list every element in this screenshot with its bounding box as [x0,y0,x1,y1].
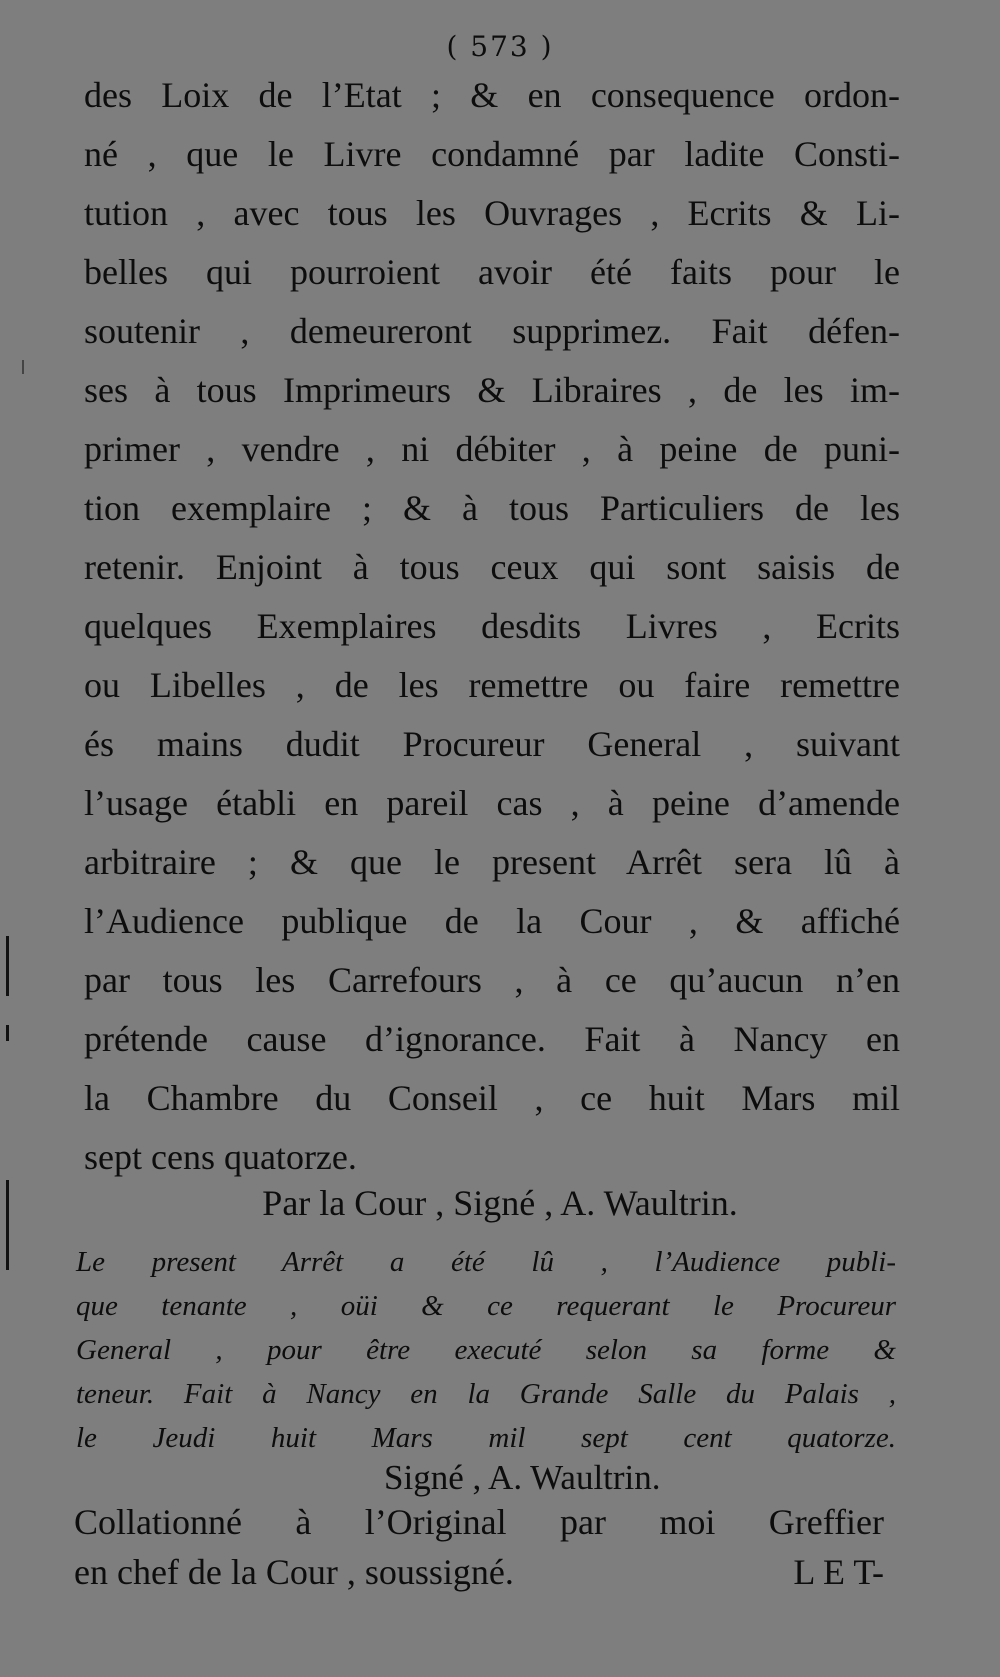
margin-mark [6,1180,9,1270]
text-line: és mains dudit Procureur General , suivant [84,724,900,764]
text-line: sept cens quatorze. [84,1137,357,1177]
text-line: soutenir , demeureront supprimez. Fait défen- [84,311,900,351]
text-line: tion exemplaire ; & à tous Particuliers de les [84,488,900,528]
collation-line: Collationné à l’Original par moi Greffier [74,1502,884,1542]
catchword: L E T- [793,1552,884,1592]
collation-line-final [74,1547,884,1597]
collation-block [74,1497,884,1597]
margin-mark [6,936,9,996]
margin-mark [6,1025,9,1041]
text-line: des Loix de l’Etat ; & en consequence ordon- [84,75,900,115]
text-line: primer , vendre , ni débiter , à peine de puni- [84,429,900,469]
body-text [84,66,900,1187]
margin-mark [22,360,24,374]
text-line: belles qui pourroient avoir été faits pour le [84,252,900,292]
text-line: l’usage établi en pareil cas , à peine d’amende [84,783,900,823]
text-line: arbitraire ; & que le present Arrêt sera lû à [84,842,900,882]
page-number: ( 573 ) [446,30,554,63]
text-line: né , que le Livre condamné par ladite Consti- [84,134,900,174]
text-line: prétende cause d’ignorance. Fait à Nancy en [84,1019,900,1059]
italic-line: le Jeudi huit Mars mil sept cent quatorze. [76,1422,896,1454]
second-signature: Signé , A. Waultrin. [384,1458,661,1497]
italic-line: General , pour être executé selon sa forme & [76,1334,896,1366]
italic-notice [76,1240,896,1460]
court-signature: Par la Cour , Signé , A. Waultrin. [262,1183,738,1223]
italic-line: que tenante , oüi & ce requerant le Procureur [76,1290,896,1322]
text-line: retenir. Enjoint à tous ceux qui sont saisis de [84,547,900,587]
collation-text: en chef de la Cour , soussigné. [74,1552,514,1592]
text-line: la Chambre du Conseil , ce huit Mars mil [84,1078,900,1118]
text-line: par tous les Carrefours , à ce qu’aucun n’en [84,960,900,1000]
text-line: ses à tous Imprimeurs & Libraires , de les im- [84,370,900,410]
text-line: l’Audience publique de la Cour , & affiché [84,901,900,941]
text-line: tution , avec tous les Ouvrages , Ecrits & Li- [84,193,900,233]
text-line: quelques Exemplaires desdits Livres , Ecrits [84,606,900,646]
text-line: ou Libelles , de les remettre ou faire remettre [84,665,900,705]
italic-line: teneur. Fait à Nancy en la Grande Salle du Palais , [76,1378,896,1410]
italic-line: Le present Arrêt a été lû , l’Audience publi- [76,1246,896,1278]
